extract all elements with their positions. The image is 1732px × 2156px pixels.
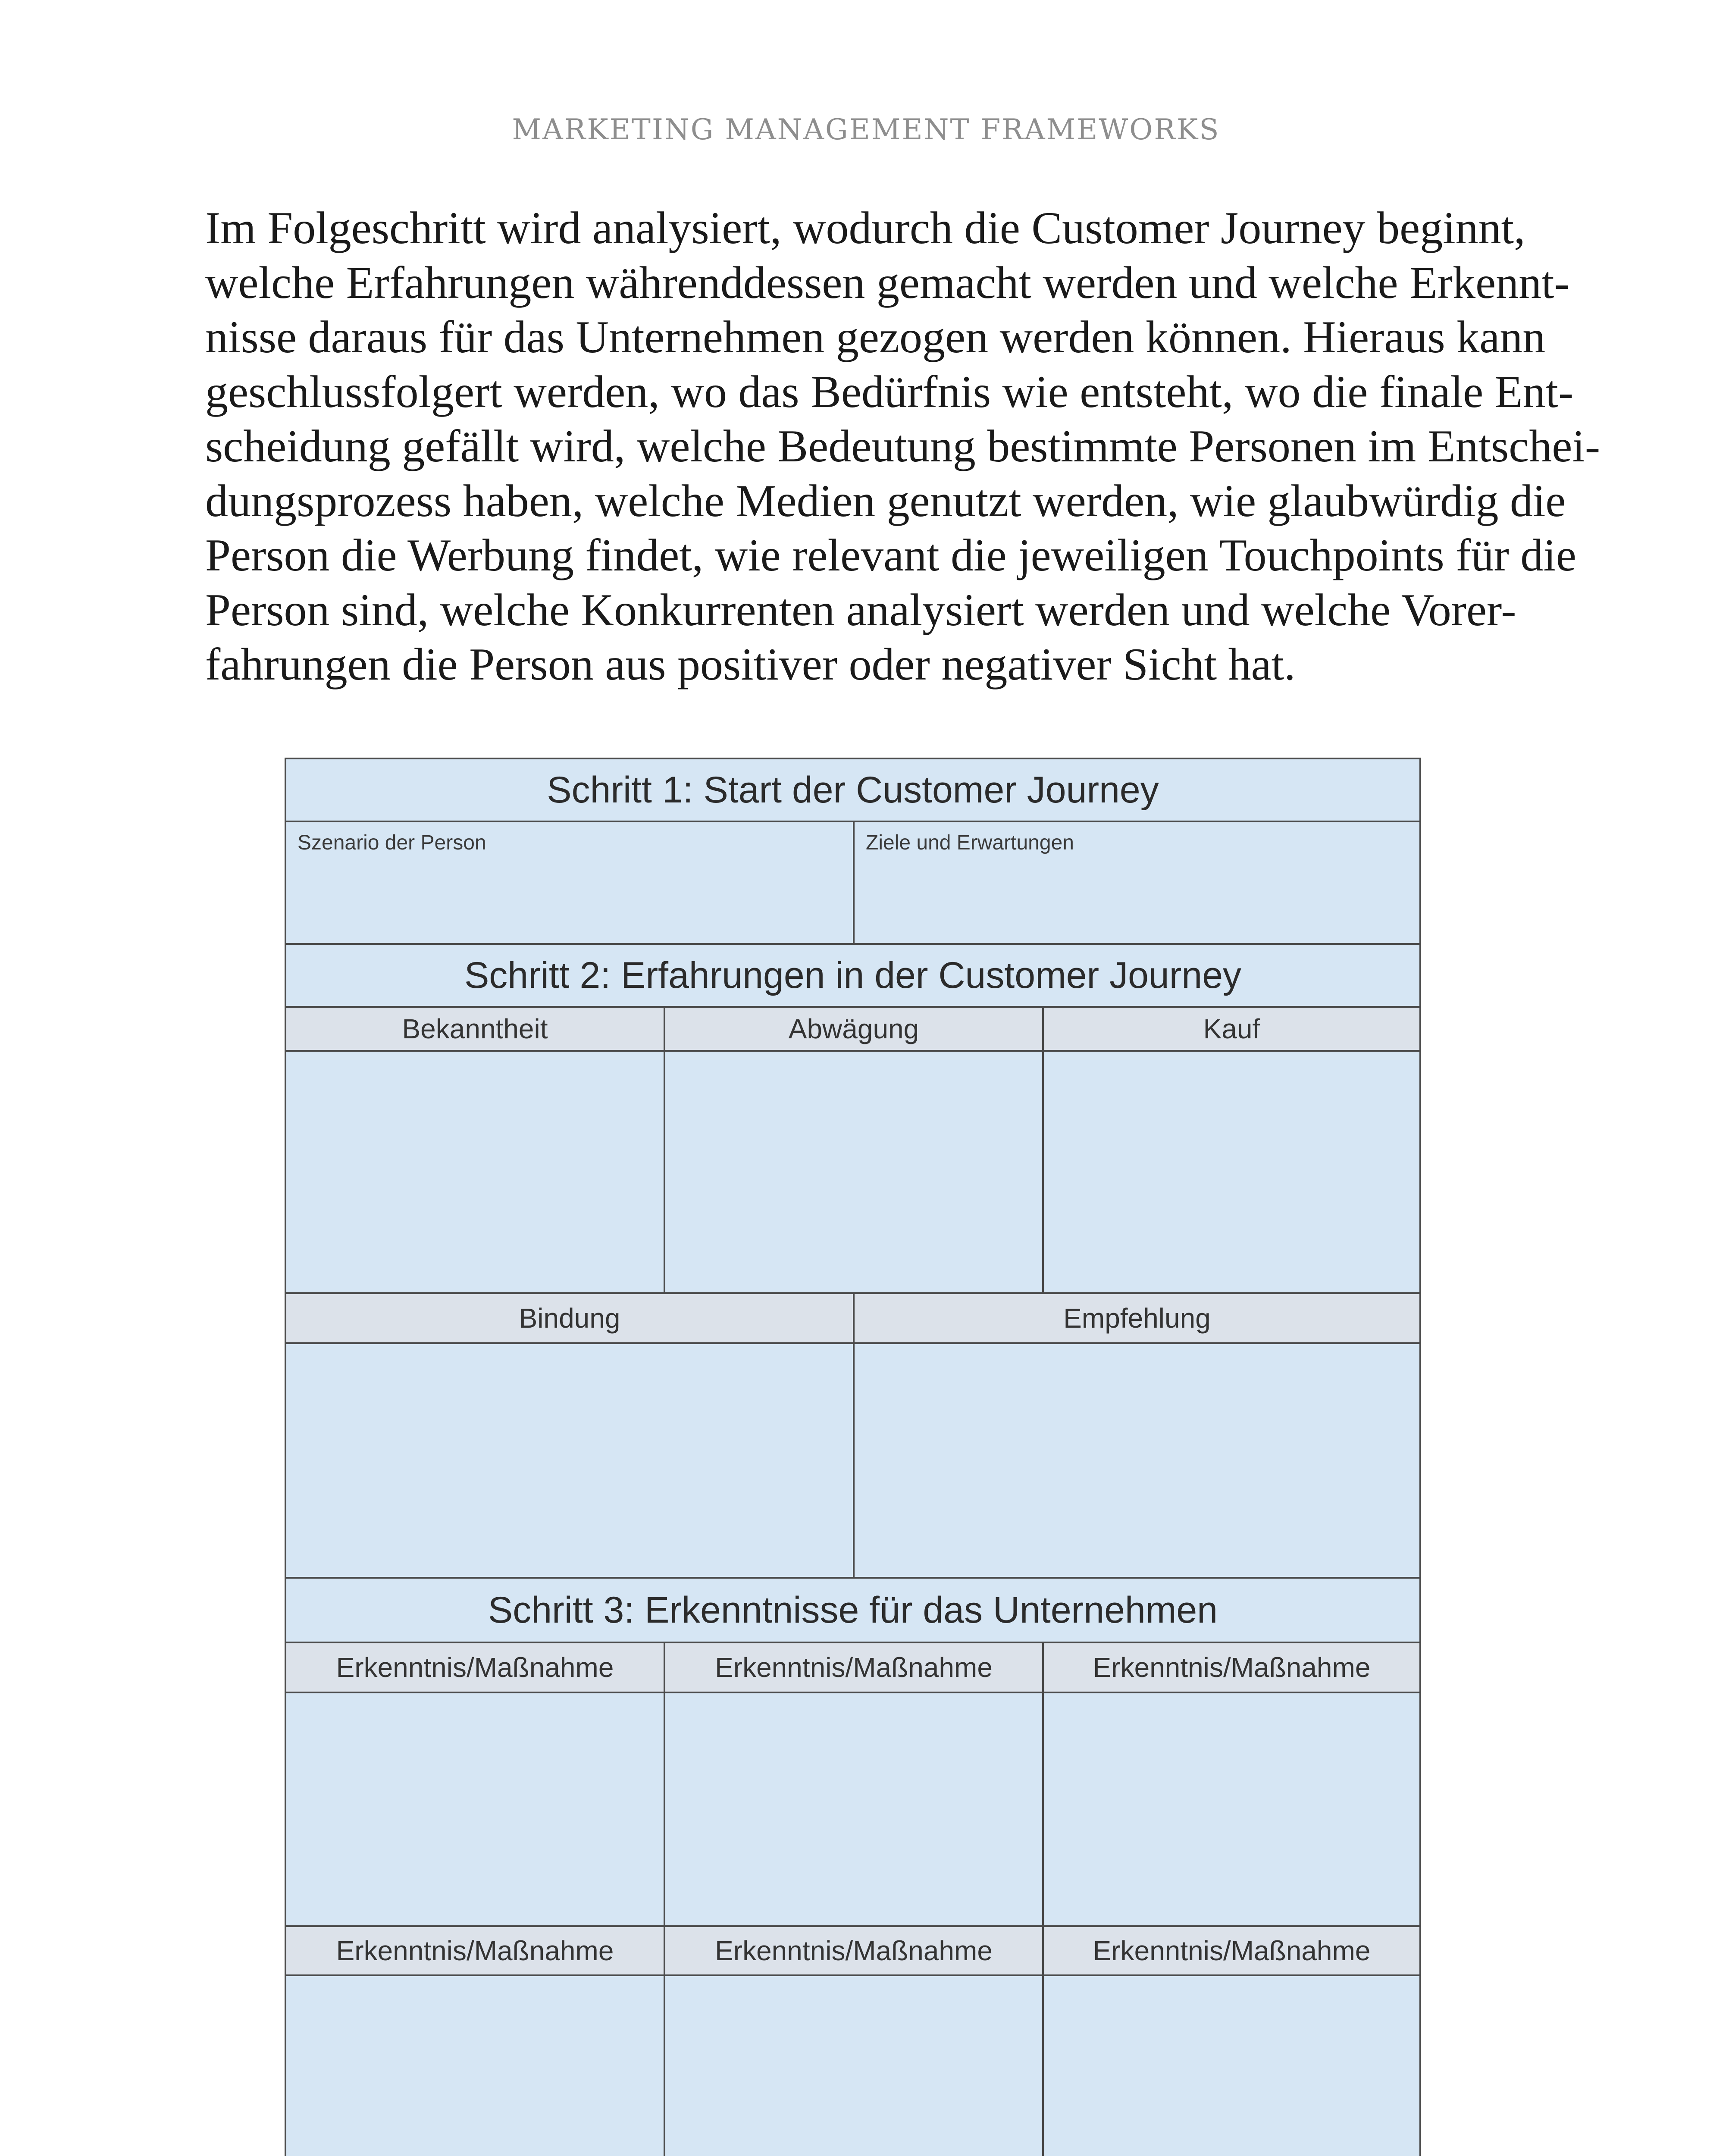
- scenario-field: Szenario der Person: [285, 821, 855, 945]
- insight-box: [285, 1974, 665, 2156]
- phase-box-kauf: [1042, 1050, 1421, 1294]
- paragraph-line: welche Erfahrungen währenddessen gemacht werden und welche Erkennt-: [205, 257, 1569, 308]
- phase-label-kauf: Kauf: [1042, 1006, 1421, 1052]
- running-head: MARKETING MANAGEMENT FRAMEWORKS: [512, 113, 1220, 146]
- insight-box: [664, 1974, 1044, 2156]
- phase-box-bekanntheit: [285, 1050, 665, 1294]
- insight-box: [285, 1692, 665, 1927]
- paragraph-line: nisse daraus für das Unternehmen gezogen werden können. Hieraus kann: [205, 312, 1546, 362]
- phase-label-bekanntheit: Bekanntheit: [285, 1006, 665, 1052]
- phase-box-abwaegung: [664, 1050, 1044, 1294]
- paragraph-line: fahrungen die Person aus positiver oder negativer Sicht hat.: [205, 639, 1296, 689]
- phase-label-abwaegung: Abwägung: [664, 1006, 1044, 1052]
- phase-label-empfehlung: Empfehlung: [853, 1292, 1421, 1344]
- paragraph-line: Person sind, welche Konkurrenten analysiert werden und welche Vorer-: [205, 584, 1516, 635]
- step2-title: Schritt 2: Erfahrungen in der Customer Journey: [285, 943, 1421, 1008]
- insight-label: Erkenntnis/Maßnahme: [1042, 1642, 1421, 1693]
- insight-label: Erkenntnis/Maßnahme: [664, 1925, 1044, 1976]
- insight-label: Erkenntnis/Maßnahme: [285, 1925, 665, 1976]
- step3-title: Schritt 3: Erkenntnisse für das Unternehmen: [285, 1577, 1421, 1643]
- insight-label: Erkenntnis/Maßnahme: [1042, 1925, 1421, 1976]
- insight-box: [664, 1692, 1044, 1927]
- paragraph-line: scheidung gefällt wird, welche Bedeutung bestimmte Personen im Entschei-: [205, 421, 1600, 471]
- goals-field: Ziele und Erwartungen: [853, 821, 1421, 945]
- phase-box-bindung: [285, 1342, 855, 1579]
- insight-label: Erkenntnis/Maßnahme: [285, 1642, 665, 1693]
- paragraph-line: geschlussfolgert werden, wo das Bedürfnis wie entsteht, wo die finale Ent-: [205, 366, 1574, 417]
- insight-label: Erkenntnis/Maßnahme: [664, 1642, 1044, 1693]
- insight-box: [1042, 1974, 1421, 2156]
- phase-box-empfehlung: [853, 1342, 1421, 1579]
- customer-journey-map: [285, 758, 1421, 2156]
- insight-box: [1042, 1692, 1421, 1927]
- step1-title: Schritt 1: Start der Customer Journey: [285, 758, 1421, 822]
- phase-label-bindung: Bindung: [285, 1292, 855, 1344]
- paragraph-line: dungsprozess haben, welche Medien genutzt werden, wie glaubwürdig die: [205, 475, 1566, 526]
- paragraph-line: Im Folgeschritt wird analysiert, wodurch die Customer Journey beginnt,: [205, 203, 1525, 253]
- body-paragraph: [205, 201, 1600, 692]
- paragraph-line: Person die Werbung findet, wie relevant die jeweiligen Touchpoints für die: [205, 530, 1576, 580]
